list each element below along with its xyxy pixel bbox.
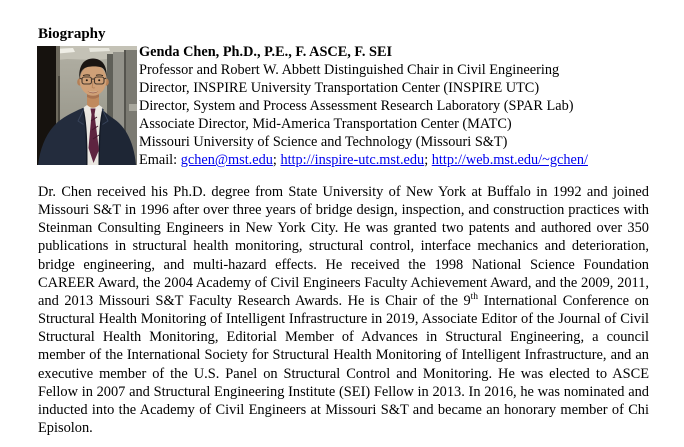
email-link[interactable]: gchen@mst.edu [180, 152, 273, 168]
title-line: Associate Director, Mid-America Transportation Center (MATC) [139, 116, 512, 132]
bio-paragraph [38, 183, 649, 437]
title-list [139, 61, 588, 151]
bio-text: Dr. Chen received his Ph.D. degree from State University of New York at Buffalo in 1992 and joined Missouri S&T in 1996 after over three years of bridge design, inspection, and construction practices with Steinman Consulting Engineers in New York City. He was granted two patents and authored over 350 publications in structural health monitoring, structural control, interface mechanics and deterioration, bridge engineering, and multi-hazard effects. He received the 1998 National Science Foundation CAREER Award, the 2004 Academy of Civil Engineers Faculty Achievement Award, and the 2009, 2011, and 2013 Missouri S&T Faculty Research Awards. He is Chair of the 9 [38, 184, 649, 309]
email-label: Email: [139, 152, 181, 168]
title-line: Director, System and Process Assessment Research Laboratory (SPAR Lab) [139, 98, 574, 114]
bio-text: International Conference on Structural Health Monitoring of Intelligent Infrastructure in 2019, Associate Editor of the Journal of Civil Structural Health Monitoring, Editorial Member of Advances in Structural Engineering, a council member of the International Society for Structural Health Monitoring of Intelligent Infrastructure, and an executive member of the U.S. Panel on Structural Control and Monitoring. He was elected to ASCE Fellow in 2007 and Structural Engineering Institute (SEI) Fellow in 2013. In 2016, he was nominated and inducted into the Academy of Civil Engineers at Missouri S&T and became an honorary member of Chi Episolon. [38, 292, 649, 437]
website-link[interactable]: http://web.mst.edu/~gchen/ [431, 152, 588, 168]
title-line: Missouri University of Science and Technology (Missouri S&T) [139, 134, 508, 150]
link-separator: ; [424, 152, 432, 168]
website-link[interactable]: http://inspire-utc.mst.edu [280, 152, 425, 168]
profile-photo [37, 46, 137, 165]
page-title: Biography [38, 26, 106, 42]
person-name: Genda Chen, Ph.D., P.E., F. ASCE, F. SEI [139, 44, 393, 60]
contact-links [181, 152, 588, 168]
title-line: Professor and Robert W. Abbett Distinguished Chair in Civil Engineering [139, 62, 560, 78]
ordinal-superscript: th [470, 292, 479, 303]
contact-line [139, 151, 588, 169]
profile-info [139, 43, 588, 169]
portrait-illustration [37, 46, 137, 165]
link-separator: ; [272, 152, 281, 168]
title-line: Director, INSPIRE University Transportation Center (INSPIRE UTC) [139, 80, 540, 96]
